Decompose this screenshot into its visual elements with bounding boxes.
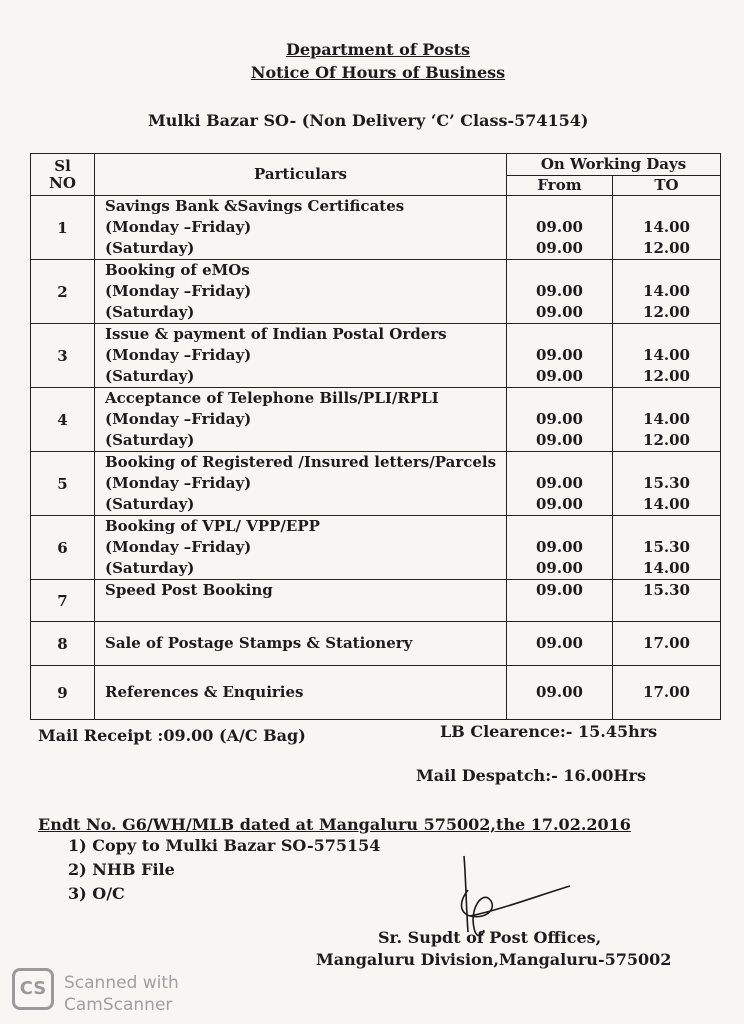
row-to: 15.30: [613, 580, 721, 622]
row-number: 6: [31, 516, 95, 580]
row-particulars: Sale of Postage Stamps & Stationery: [95, 622, 507, 666]
row-particulars: Speed Post Booking: [95, 580, 507, 622]
row-to: 14.00 12.00: [613, 196, 721, 260]
header-from: From: [507, 176, 613, 196]
row-to: 15.30 14.00: [613, 452, 721, 516]
row-number: 5: [31, 452, 95, 516]
camscanner-logo: CS: [12, 968, 54, 1010]
row-to: 14.00 12.00: [613, 324, 721, 388]
row-from: 09.00 09.00: [507, 324, 613, 388]
row-to: 14.00 12.00: [613, 260, 721, 324]
copy-item: 3) O/C: [68, 884, 125, 903]
row-to: 14.00 12.00: [613, 388, 721, 452]
header-to: TO: [613, 176, 721, 196]
row-number: 3: [31, 324, 95, 388]
row-to: 17.00: [613, 622, 721, 666]
row-from: 09.00 09.00: [507, 260, 613, 324]
row-particulars: Savings Bank &Savings Certificates (Monday –Friday) (Saturday): [95, 196, 507, 260]
table-row: [31, 260, 721, 324]
row-number: 9: [31, 666, 95, 720]
row-particulars: Booking of Registered /Insured letters/Parcels (Monday –Friday) (Saturday): [95, 452, 507, 516]
camscanner-watermark: Scanned with CamScanner: [64, 973, 179, 1015]
table-row: [31, 452, 721, 516]
department-title: Department of Posts: [286, 40, 470, 59]
table-row: [31, 622, 721, 666]
row-from: 09.00: [507, 666, 613, 720]
notice-title: Notice Of Hours of Business: [250, 63, 506, 82]
row-from: 09.00 09.00: [507, 452, 613, 516]
endorsement-line: Endt No. G6/WH/MLB dated at Mangaluru 575002,the 17.02.2016: [38, 815, 631, 834]
header-sl-no: Sl NO: [31, 154, 95, 196]
row-number: 7: [31, 580, 95, 622]
row-to: 17.00: [613, 666, 721, 720]
table-row: [31, 324, 721, 388]
row-to: 15.30 14.00: [613, 516, 721, 580]
row-number: 1: [31, 196, 95, 260]
row-from: 09.00 09.00: [507, 516, 613, 580]
table-row: [31, 580, 721, 622]
mail-receipt: Mail Receipt :09.00 (A/C Bag): [38, 726, 306, 745]
table-row: [31, 516, 721, 580]
lb-clearance: LB Clearence:- 15.45hrs: [440, 722, 658, 741]
header-working-days: On Working Days: [507, 154, 721, 176]
table-row: [31, 196, 721, 260]
row-particulars: Acceptance of Telephone Bills/PLI/RPLI (Monday –Friday) (Saturday): [95, 388, 507, 452]
row-from: 09.00 09.00: [507, 388, 613, 452]
copy-item: 1) Copy to Mulki Bazar SO-575154: [68, 836, 381, 855]
row-from: 09.00: [507, 580, 613, 622]
row-particulars: Booking of eMOs (Monday –Friday) (Saturday): [95, 260, 507, 324]
hours-table: [30, 153, 721, 720]
row-number: 4: [31, 388, 95, 452]
row-particulars: Issue & payment of Indian Postal Orders (Monday –Friday) (Saturday): [95, 324, 507, 388]
row-number: 2: [31, 260, 95, 324]
signatory-title: Sr. Supdt of Post Offices,: [378, 928, 602, 947]
office-title: Mulki Bazar SO- (Non Delivery ‘C’ Class-574154): [148, 111, 589, 130]
row-number: 8: [31, 622, 95, 666]
header-particulars: Particulars: [95, 154, 507, 196]
row-particulars: Booking of VPL/ VPP/EPP (Monday –Friday) (Saturday): [95, 516, 507, 580]
copy-item: 2) NHB File: [68, 860, 175, 879]
row-from: 09.00 09.00: [507, 196, 613, 260]
table-row: [31, 388, 721, 452]
mail-despatch: Mail Despatch:- 16.00Hrs: [416, 766, 646, 785]
row-particulars: References & Enquiries: [95, 666, 507, 720]
table-row: [31, 666, 721, 720]
row-from: 09.00: [507, 622, 613, 666]
signatory-division: Mangaluru Division,Mangaluru-575002: [316, 950, 672, 969]
